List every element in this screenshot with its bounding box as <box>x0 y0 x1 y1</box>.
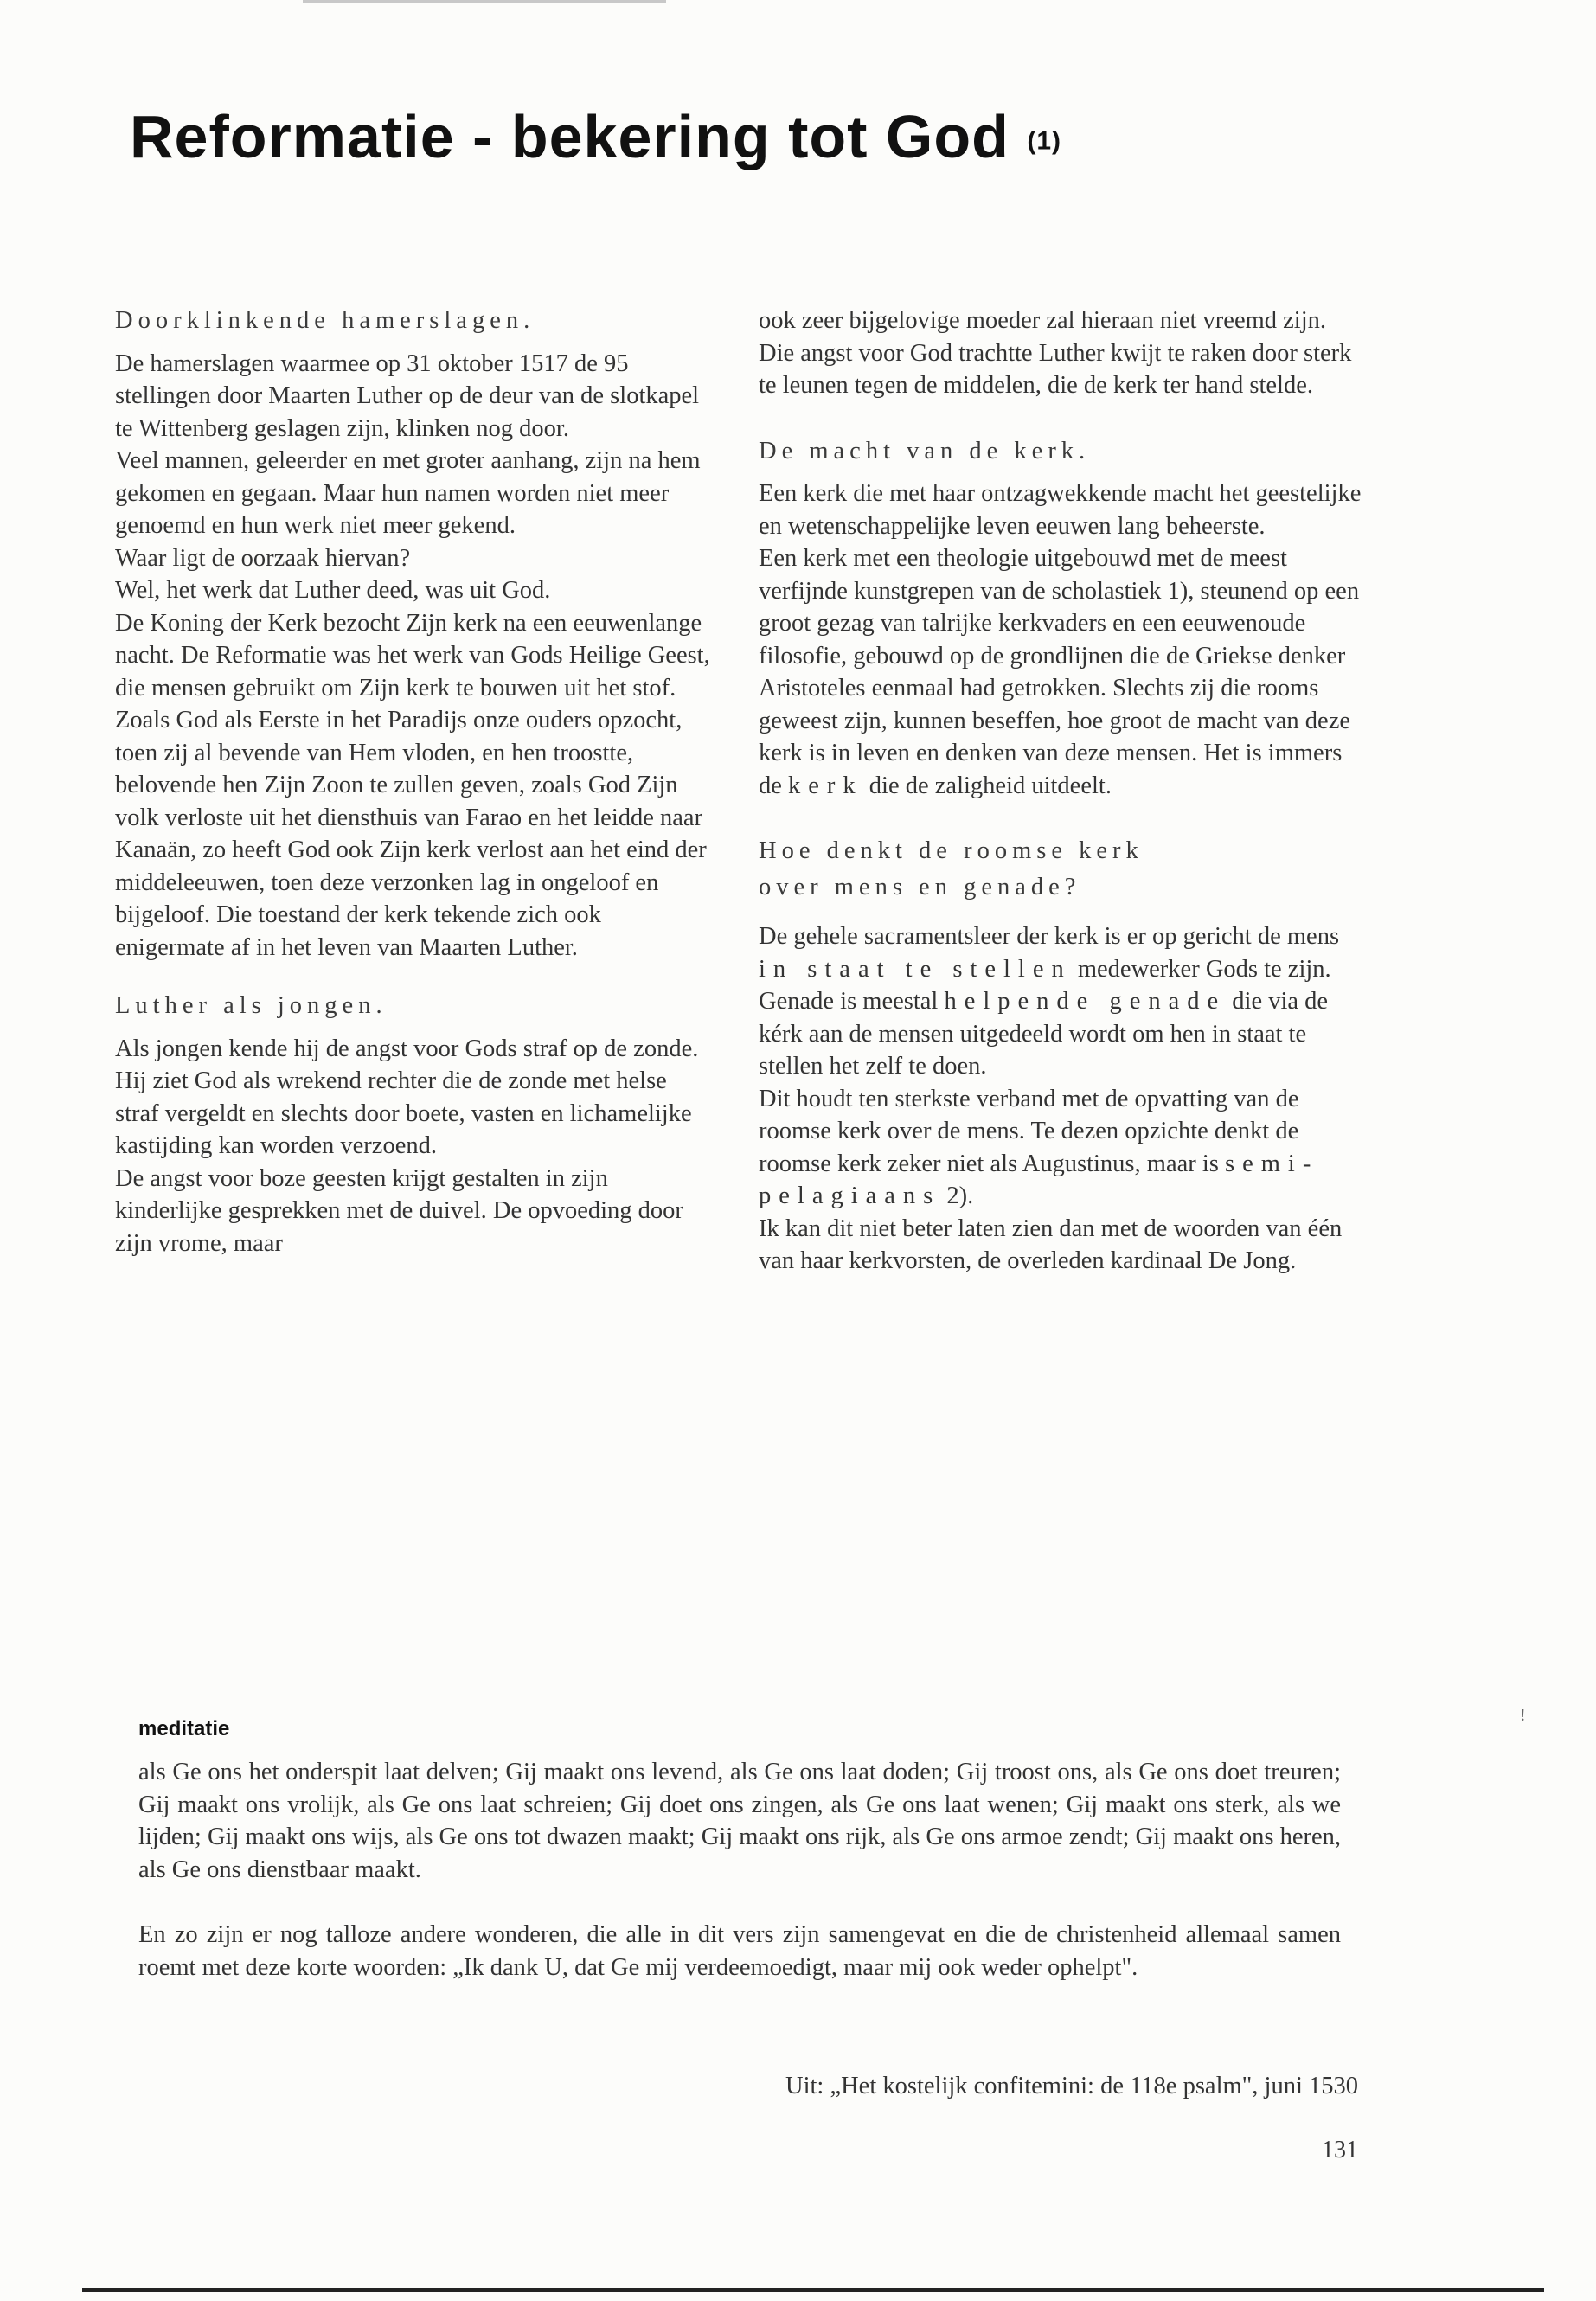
paragraph: En zo zijn er nog talloze andere wonderen, die alle in dit vers zijn samengevat en die de christenheid allemaal samen roemt met deze korte woorden: „Ik dank U, dat Ge mij verdeemoedigt, maar mij ook weder ophelpt". <box>138 1921 1341 1981</box>
text-run: die de zaligheid uitdeelt. <box>869 772 1112 799</box>
margin-mark: ! <box>1520 1706 1526 1725</box>
paragraph: Waar ligt de oorzaak hiervan? <box>115 544 411 572</box>
emphasis: in staat te stellen <box>759 955 1072 983</box>
paragraph: Wel, het werk dat Luther deed, was uit God. <box>115 577 551 604</box>
section-heading-hamerslagen: Doorklinkende hamerslagen. <box>115 307 535 334</box>
paragraph: De Koning der Kerk bezocht Zijn kerk na een eeuwenlange nacht. De Reformatie was het werk van Gods Heilige Geest, die mensen gebruikt om Zijn kerk te bouwen uit het stof. <box>115 609 710 702</box>
title-part-mark: (1) <box>1027 126 1061 156</box>
meditatie-label: meditatie <box>138 1717 230 1740</box>
section-heading-roomse-kerk-line-2: over mens en genade? <box>759 873 1081 901</box>
emphasis: helpende genade <box>944 988 1227 1015</box>
paragraph: De hamerslagen waarmee op 31 oktober 1517 de 95 stellingen door Maarten Luther op de deur van de slotkapel te Wittenberg geslagen zijn, klinken nog door. <box>115 349 700 442</box>
paragraph <box>759 920 1364 1083</box>
text-run: De gehele sacramentsleer der kerk is er op gericht de mens <box>759 923 1340 950</box>
text-run: medewerker Gods te zijn. Genade is meestal <box>759 955 1331 1015</box>
paragraph: Een kerk die met haar ontzagwekkende macht het geestelijke en wetenschappelijke leven eeuwen lang beheerste. <box>759 480 1362 540</box>
page-number: 131 <box>1322 2137 1358 2163</box>
text-run: Dit houdt ten sterkste verband met de opvatting van de roomse kerk over de mens. Te dezen opzichte denkt de roomse kerk zeker niet als Augustinus, maar is <box>759 1085 1299 1177</box>
article-title <box>130 102 1061 171</box>
source-citation: Uit: „Het kostelijk confitemini: de 118e psalm", juni 1530 <box>785 2073 1358 2099</box>
paragraph: Veel mannen, geleerder en met groter aanhang, zijn na hem gekomen en gegaan. Maar hun namen worden niet meer genoemd en hun werk niet meer gekend. <box>115 447 701 539</box>
bottom-rule <box>82 2288 1544 2292</box>
top-rule <box>303 0 666 3</box>
paragraph: als Ge ons het onderspit laat delven; Gij maakt ons levend, als Ge ons laat doden; Gij troost ons, als Ge ons doet treuren; Gij maakt ons vrolijk, als Ge ons laat schreien; Gij doet ons zingen, als Ge ons laat wenen; Gij maakt ons sterk, als we lijden; Gij maakt ons wijs, als Ge ons tot dwazen maakt; Gij maakt ons rijk, als Ge ons armoe zendt; Gij maakt ons heren, als Ge ons dienstbaar maakt. <box>138 1759 1341 1883</box>
text-run: 2). <box>946 1183 974 1209</box>
text-run: Een kerk met een theologie uitgebouwd met de meest verfijnde kunstgrepen van de scholastiek 1), steunend op een groot gezag van talrijke kerkvaders en een eeuwenoude filosofie, gebouwd op de grondlijnen die de Griekse denker Aristoteles eenmaal had getrokken. Slechts zij die rooms geweest zijn, kunnen beseffen, hoe groot de macht van deze kerk is in leven en denken van deze mensen. Het is immers de <box>759 545 1360 799</box>
emphasis: semi-pelagiaans <box>759 1150 1319 1209</box>
left-column <box>115 304 712 1259</box>
section-heading-roomse-kerk-line-1: Hoe denkt de roomse kerk <box>759 837 1144 864</box>
right-column <box>759 304 1364 1278</box>
meditatie-text <box>138 1756 1341 1984</box>
section-heading-macht-van-de-kerk: De macht van de kerk. <box>759 437 1091 465</box>
title-text: Reformatie - bekering tot God <box>130 103 1010 170</box>
paragraph: Die angst voor God trachtte Luther kwijt te raken door sterk te leunen tegen de middelen, die de kerk ter hand stelde. <box>759 339 1352 399</box>
paragraph: Als jongen kende hij de angst voor Gods straf op de zonde. Hij ziet God als wrekend rechter die de zonde met helse straf vergeldt en slechts door boete, vasten en lichamelijke kastijding kan worden verzoend. <box>115 1035 699 1159</box>
paragraph: Zoals God als Eerste in het Paradijs onze ouders opzocht, toen zij al bevende van Hem vloden, en hen troostte, belovende hen Zijn Zoon te zullen geven, zoals God Zijn volk verloste uit het diensthuis van Farao en het leidde naar Kanaän, zo heeft God ook Zijn kerk verlost aan het eind der middeleeuwen, toen deze verzonken lag in ongeloof en bijgeloof. Die toestand der kerk tekende zich ook enigermate af in het leven van Maarten Luther. <box>115 707 707 961</box>
text-run: die via de kérk aan de mensen uitgedeeld wordt om hen in staat te stellen het zelf te doen. <box>759 988 1329 1080</box>
emphasis: kerk <box>788 772 863 799</box>
paragraph <box>759 542 1364 802</box>
paragraph: Ik kan dit niet beter laten zien dan met de woorden van één van haar kerkvorsten, de overleden kardinaal De Jong. <box>759 1215 1343 1274</box>
paragraph <box>759 1083 1364 1213</box>
paragraph: ook zeer bijgelovige moeder zal hieraan niet vreemd zijn. <box>759 307 1327 334</box>
paragraph: De angst voor boze geesten krijgt gestalten in zijn kinderlijke gesprekken met de duivel. De opvoeding door zijn vrome, maar <box>115 1164 683 1257</box>
section-heading-luther-als-jongen: Luther als jongen. <box>115 992 388 1019</box>
